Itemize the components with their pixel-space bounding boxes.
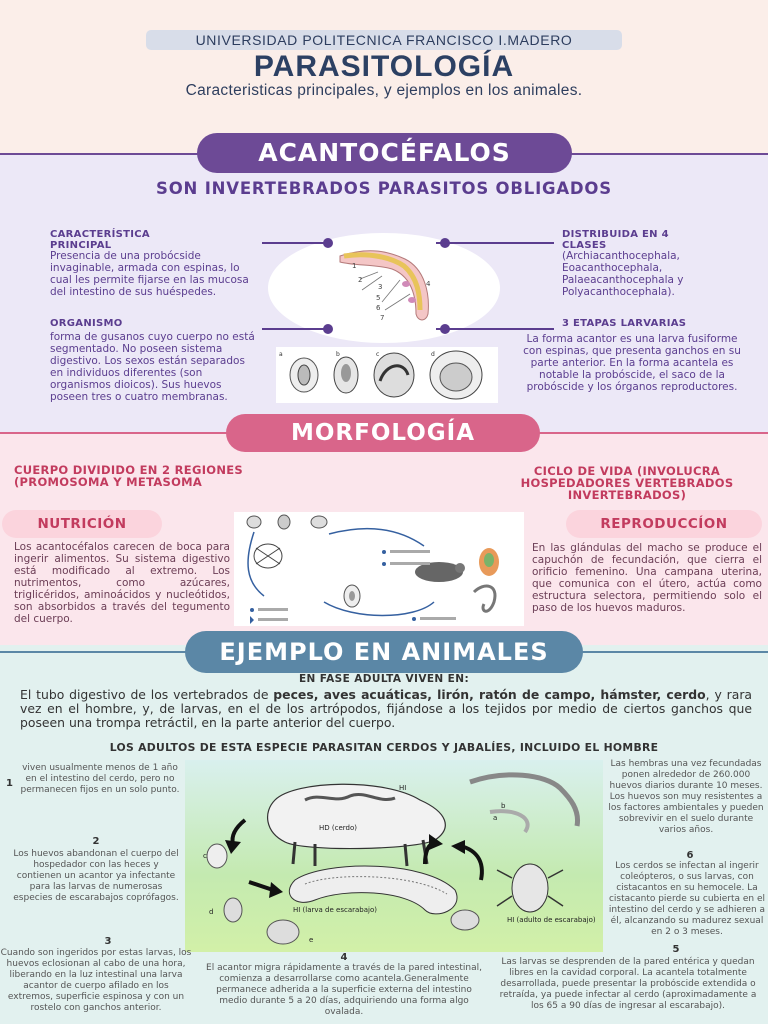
reproduccion-pill: REPRODUCCÍON [566, 510, 762, 538]
diagram-number: 2 [358, 276, 363, 284]
larva-letter: a [279, 351, 283, 358]
cuerpo-label: CUERPO DIVIDIDO EN 2 REGIONES (PROMOSOMA Y METASOMA [14, 463, 244, 489]
distribuida-label: DISTRIBUIDA EN 4 CLASES [562, 229, 669, 251]
etapas-label: 3 ETAPAS LARVARIAS [562, 318, 687, 329]
step-number: 6 [686, 850, 694, 861]
caracteristica-label: CARACTERÍSTICA PRINCIPAL [50, 229, 150, 251]
larva-letter: d [431, 351, 435, 358]
reproduccion-text: En las glándulas del macho se produce el capuchón de fecundación, que cierra el orificio femenino. Una campana uterina, que comunica con el útero, actúa como estructura selectora, permitiendo solo el paso de los huevos maduros. [532, 542, 762, 614]
organismo-text: forma de gusanos cuyo cuerpo no está segmentado. No poseen sistema digestivo. Los sexos están separados en individuos diferentes (son organismos dioicos). Sus huevos poseen tres o cuatro membranas. [50, 331, 255, 403]
acanthocephalan-diagram [330, 244, 440, 324]
figure-label: a [493, 814, 498, 822]
step1-text: viven usualmente menos de 1 año en el intestino del cerdo, pero no permanecen fijos en un solo punto. [20, 763, 180, 795]
connector-line [262, 242, 330, 244]
figure-label: HD (cerdo) [319, 824, 357, 832]
ciclo-label: CICLO DE VIDA (INVOLUCRA HOSPEDADORES VERTEBRADOS INVERTEBRADOS) [520, 464, 734, 502]
university-label: UNIVERSIDAD POLITECNICA FRANCISCO I.MADERO [146, 30, 622, 50]
step-number: 5 [672, 944, 680, 955]
caracteristica-text: Presencia de una probócside invaginable, armada con espinas, lo cual les permite fijarse en las mucosa del intestino de sus huéspedes. [50, 250, 249, 298]
step-number: 3 [104, 936, 112, 947]
figure-label: b [501, 802, 506, 810]
intro-bold: peces, aves acuáticas, lirón, ratón de campo, hámster, cerdo [273, 687, 706, 702]
step-number: 2 [92, 836, 100, 847]
nutricion-pill: NUTRICIÓN [2, 510, 162, 538]
step-number: 1 [6, 778, 13, 789]
figure-label: d [209, 908, 214, 916]
diagram-number: 5 [376, 294, 381, 302]
diagram-number: 6 [376, 304, 381, 312]
connector-line [262, 328, 330, 330]
step2-text: Los huevos abandonan el cuerpo del hospedador con las heces y contienen un acantor ya infectante para las larvas de numerosas especies de escarabajos coprófagos. [13, 849, 179, 903]
intro-paragraph [20, 688, 752, 730]
figure-label: HI (adulto de escarabajo) [507, 916, 596, 924]
figure-label: HI [399, 784, 407, 792]
diagram-number: 4 [426, 280, 431, 288]
ejemplo-pill: EJEMPLO EN ANIMALES [185, 631, 583, 673]
pig-life-cycle-figure [185, 760, 603, 952]
step5-text: Las larvas se desprenden de la pared entérica y quedan libres en la cavidad corporal. La acantela totalmente desarrollada, puede presentar la probóscide extendida o retraída, ya puede infectar al cerdo (aproximadamente a los 65 a 90 días de ingresar al escarabajo). [499, 957, 757, 1011]
connector-line [436, 242, 554, 244]
nutricion-text: Los acantocéfalos carecen de boca para ingerir alimentos. Su sistema digestivo está modificado al extremo. Los nutrimentos, como azúcares, triglicéridos, aminoácidos y nucleótidos, son absorbidos a través del tegumento del cuerpo. [14, 541, 230, 625]
step4-text: El acantor migra rápidamente a través de la pared intestinal, comienza a desarrollarse como acantela.Generalmente permanece adherida a la superficie externa del intestino medio durante 5 a 20 días, adquiriendo una forma algo ovalada. [206, 963, 482, 1017]
intro-text: El tubo digestivo de los vertebrados de [20, 687, 274, 702]
step-number: 4 [340, 952, 348, 963]
acantocefalos-heading: SON INVERTEBRADOS PARASITOS OBLIGADOS [156, 179, 612, 198]
page-subtitle: Caracteristicas principales, y ejemplos en los animales. [185, 82, 583, 99]
larva-stages-figure [276, 347, 498, 403]
acantocefalos-pill: ACANTOCÉFALOS [197, 133, 572, 173]
figure-label: e [309, 936, 314, 944]
fase-label: EN FASE ADULTA VIVEN EN: [298, 673, 470, 685]
page-title: PARASITOLOGÍA [253, 50, 515, 83]
morfologia-pill: MORFOLOGÍA [226, 414, 540, 452]
connector-dot [440, 324, 450, 334]
connector-dot [323, 324, 333, 334]
hembras-text: Las hembras una vez fecundadas ponen alrededor de 260.000 huevos diarios durante 10 meses. Los huevos son muy resistentes a los factores ambientales y pueden sobrevivir en el suelo durante varios años. [608, 759, 764, 835]
step6-text: Los cerdos se infectan al ingerir coleópteros, o sus larvas, con cistacantos en su hemocele. La cistacanto pierde su cubierta en el intestino del cerdo y se adhieren a él, alcanzando su madurez sexual en 2 o 3 meses. [608, 861, 766, 937]
figure-label: c [203, 852, 207, 860]
diagram-number: 7 [380, 314, 385, 322]
distribuida-text: (Archiacanthocephala, Eoacanthocephala, Palaeacanthocephala y Polyacanthocephala). [562, 250, 684, 298]
connector-dot [440, 238, 450, 248]
diagram-number: 3 [378, 283, 383, 291]
larva-letter: b [336, 351, 340, 358]
figure-label: HI (larva de escarabajo) [293, 906, 377, 914]
organismo-label: ORGANISMO [50, 318, 123, 329]
larva-letter: c [376, 351, 380, 358]
diagram-number: 1 [352, 262, 357, 270]
intro-text: , y rara vez en el hombre, y, de larvas, en el de los artrópodos, fijándose a los tejidos por medio de ciertos ganchos que poseen una trompa retráctil, en la parte anterior del cuerpo. [20, 687, 753, 730]
cerdos-label: LOS ADULTOS DE ESTA ESPECIE PARASITAN CERDOS Y JABALÍES, INCLUIDO EL HOMBRE [109, 741, 659, 754]
connector-dot [323, 238, 333, 248]
etapas-text: La forma acantor es una larva fusiforme con espinas, que presenta ganchos en su parte anterior. En la forma acantela es notable la probóscide, el saco de la probóscide y los órganos reproductores. [523, 333, 741, 393]
step3-text: Cuando son ingeridos por estas larvas, los huevos eclosionan al cabo de una hora, liberando en la luz intestinal una larva acantor de cuerpo afilado en los extremos, superficie espinosa y con un rostelo con ganchos anterior. [0, 948, 192, 1013]
connector-line [436, 328, 554, 330]
life-cycle-figure [234, 512, 524, 626]
